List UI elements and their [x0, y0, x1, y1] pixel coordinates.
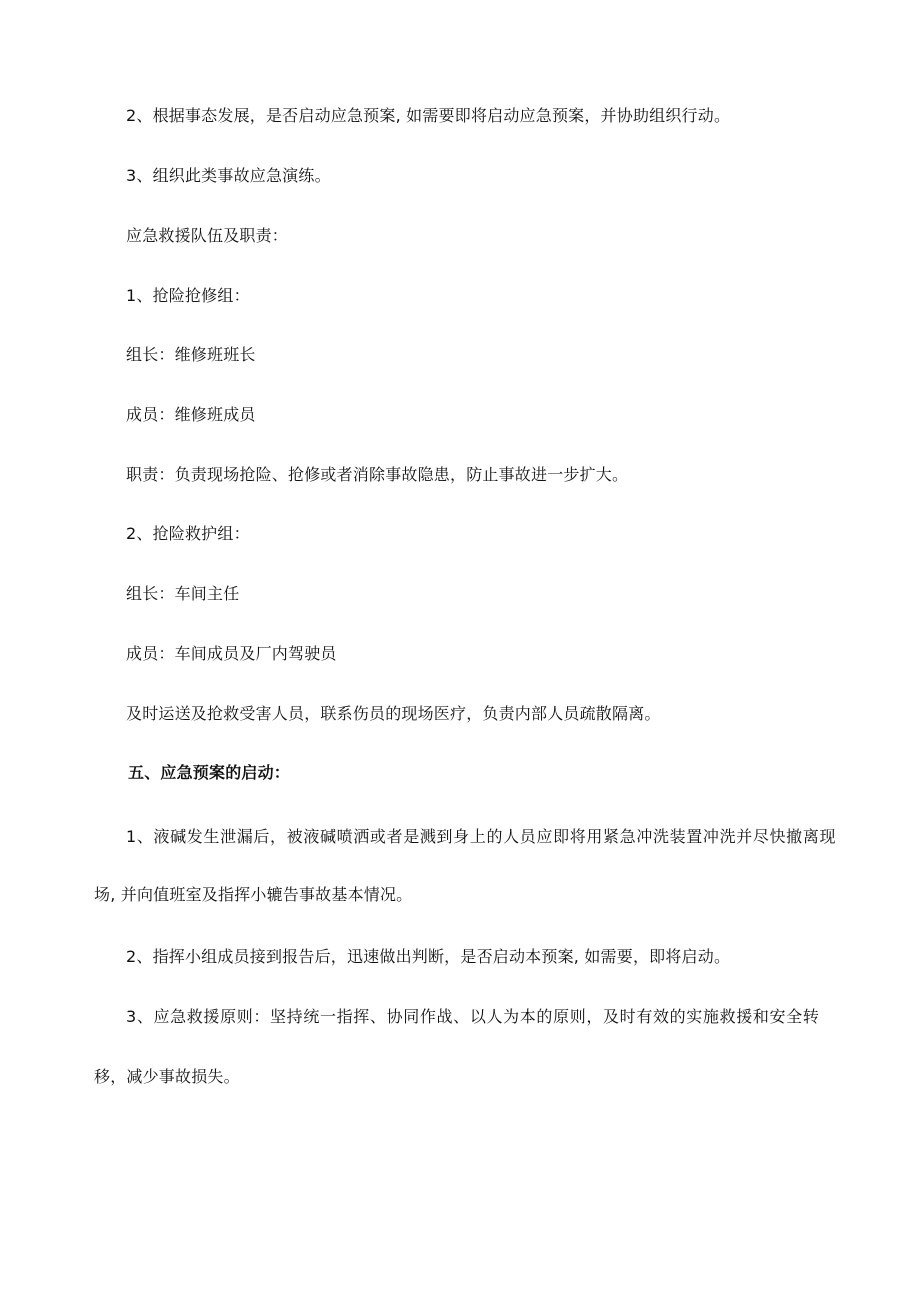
paragraph-line: 成员：维修班成员 [126, 405, 256, 424]
paragraph-line: 场, 并向值班室及指挥小辘告事故基本情况。 [94, 885, 413, 904]
paragraph-line: 应急救援队伍及职责： [126, 226, 289, 245]
paragraph-line: 3、组织此类事故应急演练。 [126, 166, 331, 185]
section-heading: 五、应急预案的启动： [128, 763, 291, 782]
paragraph-line: 1、抢险抢修组： [126, 286, 250, 305]
paragraph-line: 及时运送及抢救受害人员，联系伤员的现场医疗，负责内部人员疏散隔离。 [126, 704, 661, 723]
paragraph-line: 2、抢险救护组： [126, 524, 250, 543]
paragraph-line: 组长：维修班班长 [126, 345, 256, 364]
paragraph-line: 3、应急救援原则：坚持统一指挥、协同作战、以人为本的原则，及时有效的实施救援和安全转 [126, 1007, 820, 1026]
paragraph-line: 组长：车间主任 [126, 584, 240, 603]
paragraph-line: 2、指挥小组成员接到报告后，迅速做出判断，是否启动本预案, 如需要，即将启动。 [126, 947, 731, 966]
paragraph-line: 1、液碱发生泄漏后，被液碱喷洒或者是溅到身上的人员应即将用紧急冲洗装置冲洗并尽快撤离现 [126, 827, 837, 846]
paragraph-line: 2、根据事态发展，是否启动应急预案, 如需要即将启动应急预案，并协助组织行动。 [126, 106, 731, 125]
paragraph-line: 成员：车间成员及厂内驾驶员 [126, 644, 337, 663]
paragraph-line: 职责：负责现场抢险、抢修或者消除事故隐患，防止事故进一步扩大。 [126, 465, 629, 484]
paragraph-line: 移，减少事故损失。 [94, 1067, 240, 1086]
